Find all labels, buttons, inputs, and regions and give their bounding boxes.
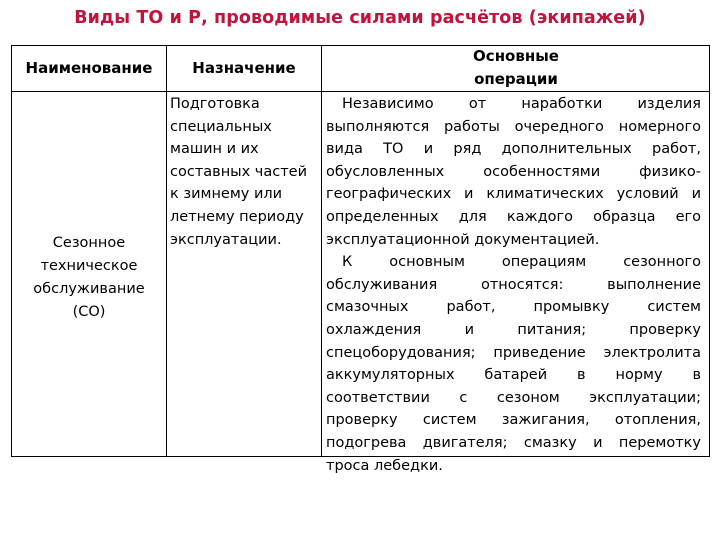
header-name: Наименование: [25, 59, 153, 77]
cell-purpose: Подготовка специальных машин и их составных частей к зимнему или летнему периоду эксплуатации.: [170, 96, 308, 248]
header-purpose: Назначение: [192, 59, 296, 77]
header-divider: [11, 91, 710, 92]
cell-operations: Независимо от наработки изделия выполняются работы очередного номерного вида ТО и ряд дополнительных работ, обусловленных особенностями физико- географических и климатических условий и определенных для каждого образца его эксплуатационной документацией. К основным операциям сезонного обслуживания относятся: выполнение смазочных работ, промывку систем охлаждения и питания; проверку спецоборудования; приведение электролита аккумуляторных батарей в норму в соответствии с сезоном эксплуатации; проверку систем зажигания, отопления, подогрева двигателя; смазку и перемотку троса лебедки.: [326, 96, 701, 474]
column-divider: [166, 45, 167, 457]
header-operations: Основные операции: [473, 47, 559, 88]
column-divider: [321, 45, 322, 457]
page-title: Виды ТО и Р, проводимые силами расчётов (экипажей): [74, 8, 646, 28]
cell-name: Сезонное техническое обслуживание (СО): [33, 235, 145, 320]
